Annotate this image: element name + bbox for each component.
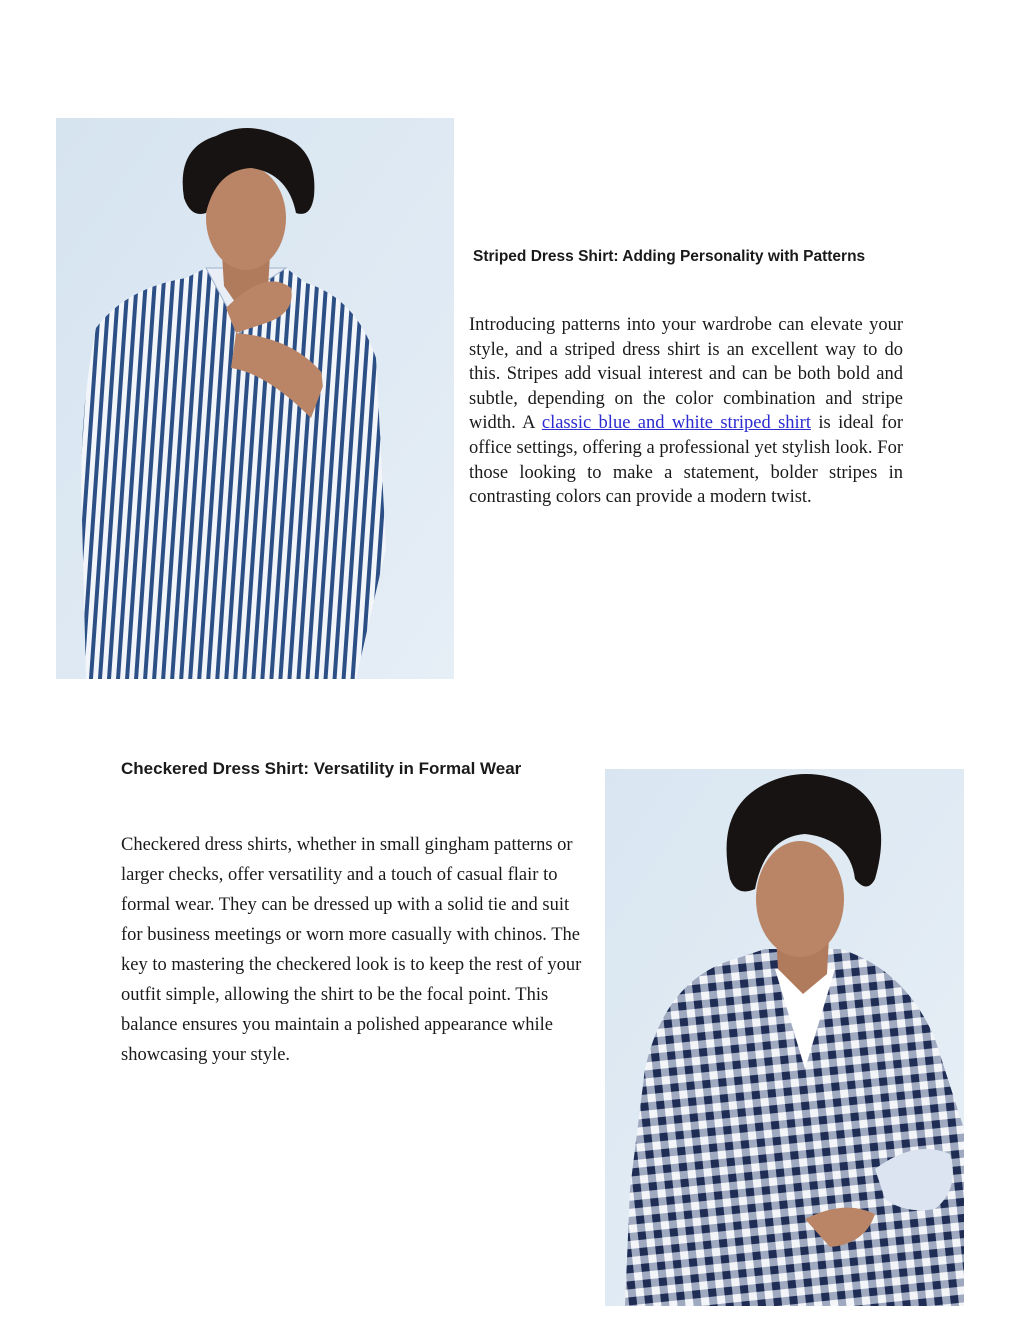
striped-paragraph-text-start: Introducing patterns into your wardrobe can elevate your style, and a striped dress shirt is an excellent way to do this. Stripes add visual interest and can be both bold and subtle, depending on the color combination and stripe width. A xyxy=(469,315,903,434)
checkered-shirt-paragraph: Checkered dress shirts, whether in small gingham patterns or larger checks, offer versatility and a touch of casual flair to formal wear. They can be dressed up with a solid tie and suit for business meetings or worn more casually with chinos. The key to mastering the checkered look is to keep the rest of your outfit simple, allowing the shirt to be the focal point. This balance ensures you maintain a polished appearance while showcasing your style. xyxy=(121,835,582,1065)
striped-shirt-model-image xyxy=(56,118,454,679)
classic-striped-shirt-link[interactable]: classic blue and white striped shirt xyxy=(541,413,811,434)
striped-shirt-paragraph xyxy=(469,313,903,510)
striped-paragraph-text-end: is ideal for office settings, offering a professional yet stylish look. For those looking to make a statement, bolder stripes in contrasting colors can provide a modern twist. xyxy=(469,413,903,508)
striped-shirt-photo xyxy=(56,118,454,679)
checkered-shirt-model-image xyxy=(605,769,964,1306)
checkered-shirt-photo xyxy=(605,769,964,1306)
checkered-shirt-heading: Checkered Dress Shirt: Versatility in Formal Wear xyxy=(121,759,522,778)
striped-shirt-heading: Striped Dress Shirt: Adding Personality with Patterns xyxy=(473,248,866,265)
